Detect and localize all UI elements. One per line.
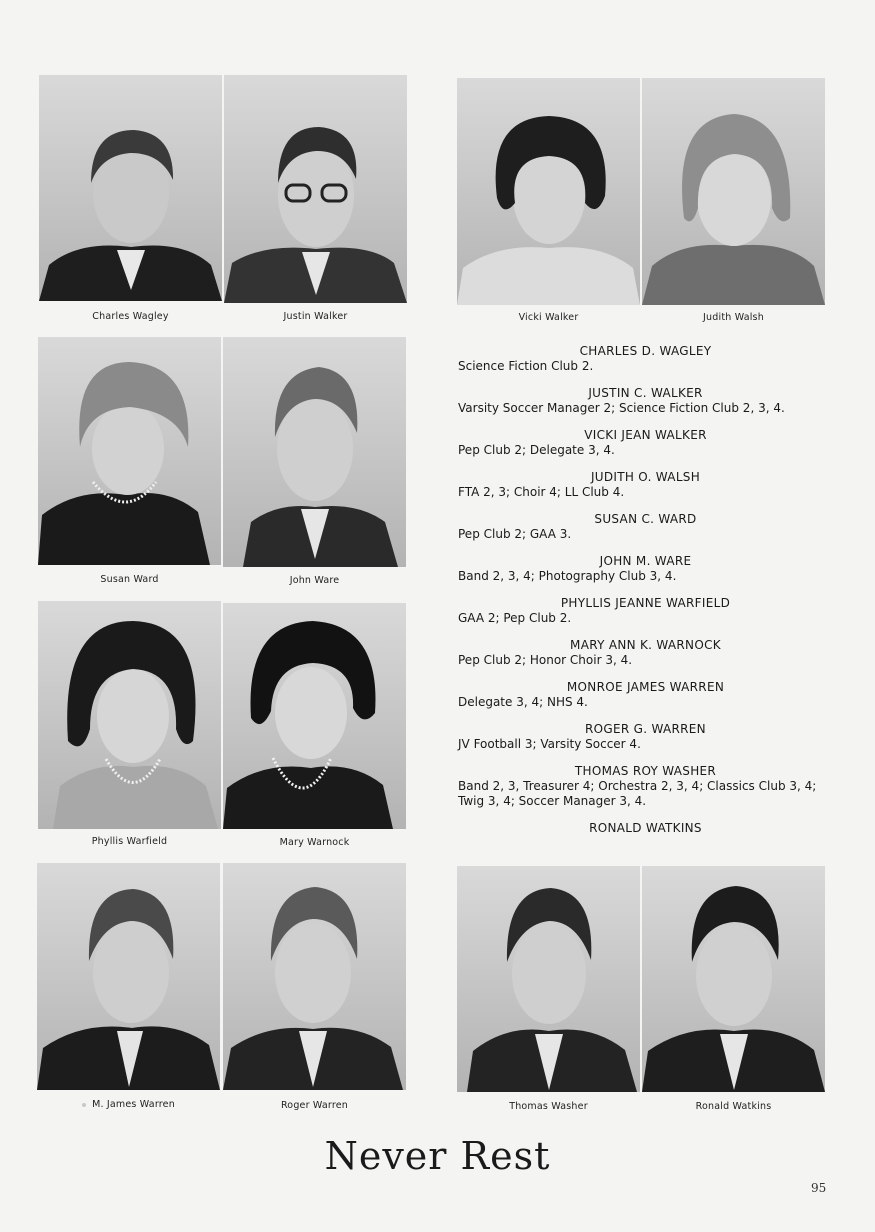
bio-name: THOMAS ROY WASHER xyxy=(574,764,717,778)
bio-entry xyxy=(458,554,833,584)
bio-activities: Pep Club 2; GAA 3. xyxy=(458,527,572,541)
bio-name: CHARLES D. WAGLEY xyxy=(579,344,712,358)
photo-judith-walsh xyxy=(642,78,825,305)
bio-entry xyxy=(458,386,833,416)
photo-thomas-washer xyxy=(457,866,640,1092)
page-number: 95 xyxy=(811,1181,827,1195)
mark-dot xyxy=(82,1103,86,1107)
bio-activities: Band 2, 3, Treasurer 4; Orchestra 2, 3, 4; Classics Club 3, 4; Twig 3, 4; Soccer Manager 3, 4. xyxy=(458,779,817,808)
bio-name: PHYLLIS JEANNE WARFIELD xyxy=(560,596,731,610)
bio-name: ROGER G. WARREN xyxy=(585,722,706,736)
bio-entry xyxy=(458,428,833,458)
bio-activities: Pep Club 2; Delegate 3, 4. xyxy=(458,443,615,457)
photo-john-ware xyxy=(223,337,406,567)
bio-name: MARY ANN K. WARNOCK xyxy=(570,638,721,652)
bio-entry xyxy=(458,722,833,752)
photo-mary-warnock xyxy=(223,603,406,829)
bio-activities: Delegate 3, 4; NHS 4. xyxy=(458,695,588,709)
caption-john-ware: John Ware xyxy=(289,575,340,586)
page-title: Never Rest xyxy=(324,1134,551,1178)
photo-ronald-watkins xyxy=(642,866,825,1092)
caption-charles-wagley: Charles Wagley xyxy=(92,311,169,322)
bio-entry xyxy=(458,470,833,500)
bio-entry xyxy=(458,512,833,542)
bio-name: VICKI JEAN WALKER xyxy=(584,428,707,442)
caption-james-warren-text: M. James Warren xyxy=(92,1099,175,1110)
photo-phyllis-warfield xyxy=(38,601,221,829)
caption-vicki-walker: Vicki Walker xyxy=(518,312,579,323)
bio-entry xyxy=(458,344,833,374)
photo-susan-ward xyxy=(38,337,221,565)
caption-judith-walsh: Judith Walsh xyxy=(703,312,764,323)
bio-name: JOHN M. WARE xyxy=(599,554,692,568)
photo-vicki-walker xyxy=(457,78,640,305)
bio-name: RONALD WATKINS xyxy=(589,821,702,835)
bio-entry xyxy=(458,638,833,668)
bio-entry xyxy=(458,764,833,809)
caption-thomas-washer: Thomas Washer xyxy=(509,1101,588,1112)
caption-roger-warren: Roger Warren xyxy=(280,1100,349,1111)
bio-entry xyxy=(458,596,833,626)
bio-activities: Pep Club 2; Honor Choir 3, 4. xyxy=(458,653,633,667)
photo-roger-warren xyxy=(223,863,406,1090)
caption-ronald-watkins: Ronald Watkins xyxy=(695,1101,772,1112)
bio-activities: Varsity Soccer Manager 2; Science Fiction Club 2, 3, 4. xyxy=(458,401,785,415)
bio-activities: JV Football 3; Varsity Soccer 4. xyxy=(458,737,641,751)
bio-activities: Band 2, 3, 4; Photography Club 3, 4. xyxy=(458,569,677,583)
biographies xyxy=(458,344,833,848)
caption-phyllis-warfield: Phyllis Warfield xyxy=(91,836,168,847)
caption-susan-ward: Susan Ward xyxy=(100,574,159,585)
caption-mary-warnock: Mary Warnock xyxy=(279,837,350,848)
caption-justin-walker: Justin Walker xyxy=(283,311,348,322)
bio-name: SUSAN C. WARD xyxy=(594,512,697,526)
photo-justin-walker xyxy=(224,75,407,303)
bio-activities: Science Fiction Club 2. xyxy=(458,359,594,373)
bio-name: JUSTIN C. WALKER xyxy=(588,386,703,400)
bio-entry xyxy=(458,680,833,710)
bio-activities: GAA 2; Pep Club 2. xyxy=(458,611,572,625)
caption-james-warren xyxy=(37,1099,220,1110)
photo-charles-wagley xyxy=(39,75,222,301)
bio-name: JUDITH O. WALSH xyxy=(590,470,701,484)
bio-entry xyxy=(458,821,833,836)
bio-name: MONROE JAMES WARREN xyxy=(566,680,725,694)
bio-activities: FTA 2, 3; Choir 4; LL Club 4. xyxy=(458,485,625,499)
photo-james-warren xyxy=(37,863,220,1090)
